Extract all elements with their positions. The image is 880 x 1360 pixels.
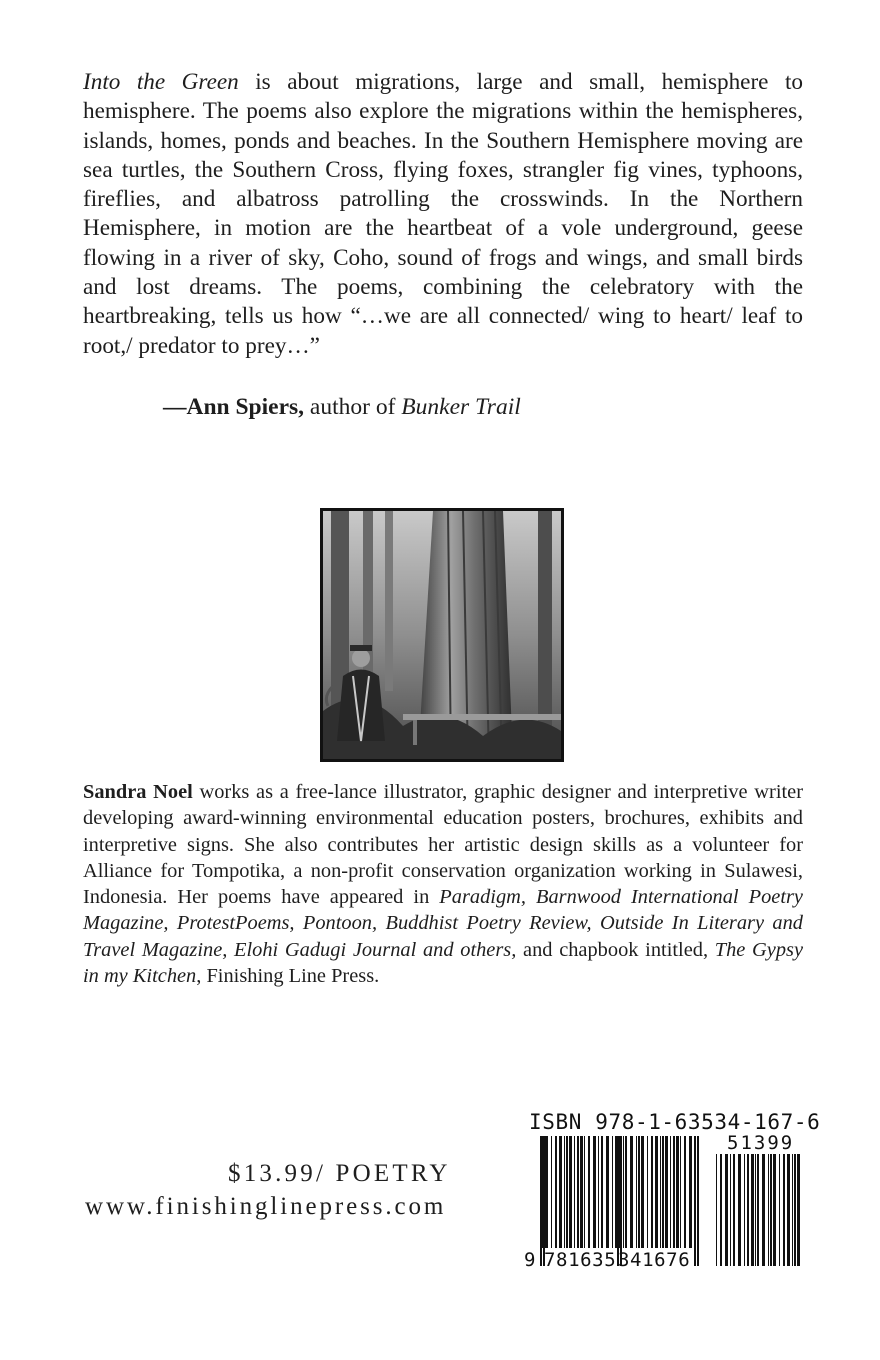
barcode-bar <box>593 1136 596 1248</box>
bio-text-2: and chapbook intitled, <box>516 938 715 961</box>
barcode-bar <box>577 1136 579 1248</box>
barcode-guard-bar <box>620 1136 622 1266</box>
barcode-bar <box>738 1154 741 1266</box>
barcode-bar <box>566 1136 568 1248</box>
barcode-guard-bar <box>617 1136 619 1266</box>
bio-text-3: , Finishing Line Press. <box>196 965 380 988</box>
barcode-bar <box>651 1136 653 1248</box>
barcode-bar <box>676 1136 679 1248</box>
barcode-bar <box>779 1154 780 1266</box>
bio-chapbook: The Gypsy in my Kitchen <box>83 938 804 988</box>
barcode-bar <box>755 1154 756 1266</box>
barcode-bar <box>630 1136 633 1248</box>
barcode-bar <box>580 1136 583 1248</box>
barcode-bar <box>647 1136 648 1248</box>
barcode-bar <box>725 1154 728 1266</box>
barcode-bar <box>598 1136 599 1248</box>
barcode-bar <box>636 1136 637 1248</box>
barcode-bar <box>716 1154 717 1266</box>
barcode-bar <box>794 1154 796 1266</box>
barcode-bar <box>551 1136 552 1248</box>
barcode-bar <box>762 1154 765 1266</box>
barcode-bar <box>606 1136 609 1248</box>
author-photo-image <box>323 511 561 759</box>
blurb-attribution <box>163 392 521 422</box>
author-bio <box>83 779 803 989</box>
barcode-bar <box>747 1154 749 1266</box>
barcode-bar <box>720 1154 722 1266</box>
barcode-bar <box>730 1154 731 1266</box>
barcode-bar <box>751 1154 754 1266</box>
barcode-bar <box>662 1136 664 1248</box>
barcode-bar <box>797 1154 800 1266</box>
isbn-label: ISBN 978-1-63534-167-6 <box>529 1110 821 1134</box>
attribution-book: Bunker Trail <box>401 394 521 420</box>
barcode-bar <box>684 1136 686 1248</box>
barcode-bar <box>574 1136 575 1248</box>
author-photo <box>320 508 564 762</box>
blurb-text: is about migrations, large and small, hemisphere to hemisphere. The poems also explore the migrations within the hemispheres, islands, homes, ponds and beaches. In the Southern Hemisphere moving are sea turtles, the Southern Cross, flying foxes, strangler fig vines, typhoons, fireflies, and albatross patrolling the crosswinds. In the Northern Hemisphere, in motion are the heartbeat of a vole underground, geese flowing in a river of sky, Coho, sound of frogs and wings, and small birds and lost dreams. The poems, combining the celebratory with the heartbreaking, tells us how “…we are all connected/ wing to heart/ leaf to root,/ predator to prey…” <box>83 69 803 359</box>
barcode-bar <box>559 1136 562 1248</box>
barcode-bar <box>670 1136 671 1248</box>
barcode-bar <box>638 1136 640 1248</box>
barcode-bar <box>612 1136 613 1248</box>
isbn-barcode <box>516 1106 821 1276</box>
ean-left-group: 781635 <box>544 1249 617 1271</box>
barcode-bar <box>584 1136 585 1248</box>
barcode-bar <box>569 1136 572 1248</box>
barcode-bar <box>783 1154 785 1266</box>
barcode-bar <box>655 1136 658 1248</box>
ean-first-digit: 9 <box>524 1249 536 1271</box>
barcode-bar <box>615 1136 617 1248</box>
publisher-website: www.finishinglinepress.com <box>85 1193 447 1220</box>
barcode-bar <box>680 1136 681 1248</box>
barcode-addon-digits: 51399 <box>727 1132 795 1154</box>
attribution-text: author of <box>304 394 402 420</box>
barcode-bar <box>601 1136 603 1248</box>
barcode-bar <box>564 1136 565 1248</box>
barcode-bar <box>733 1154 735 1266</box>
bio-text: works as a free-lance illustrator, graphic designer and interpretive writer developing award-winning environmental education posters, brochures, exhibits and interpretive signs. She also contributes her artistic design skills as a volunteer for Alliance for Tompotika, a non-profit conservation organization working in Sulawesi, Indonesia. Her poems have appeared in <box>83 781 803 909</box>
price-genre: $13.99/ POETRY <box>228 1160 451 1187</box>
barcode-bar <box>792 1154 793 1266</box>
attribution-name: —Ann Spiers, <box>163 394 305 420</box>
bio-publications: Paradigm, Barnwood International Poetry Magazine, ProtestPoems, Pontoon, Buddhist Poetry Review, Outside In Literary and Travel Magazine, Elohi Gadugi Journal and others, <box>83 886 803 961</box>
barcode-bar <box>625 1136 627 1248</box>
barcode-bar <box>641 1136 644 1248</box>
barcode-bar <box>770 1154 772 1266</box>
book-title: Into the Green <box>83 69 239 95</box>
barcode-bar <box>588 1136 590 1248</box>
barcode-bar <box>545 1136 548 1248</box>
barcode-guard-bar <box>540 1136 542 1266</box>
barcode-bar <box>744 1154 745 1266</box>
barcode-bar <box>555 1136 557 1248</box>
barcode-bar <box>665 1136 668 1248</box>
barcode-bar <box>623 1136 624 1248</box>
barcode-bar <box>689 1136 692 1248</box>
barcode-bar <box>787 1154 790 1266</box>
barcode-bar <box>673 1136 675 1248</box>
barcode-guard-bar <box>697 1136 699 1266</box>
author-name: Sandra Noel <box>83 781 193 803</box>
barcode-bar <box>660 1136 661 1248</box>
barcode-guard-bar <box>543 1136 545 1266</box>
barcode-guard-bar <box>694 1136 696 1266</box>
barcode-bar <box>757 1154 759 1266</box>
ean-right-group: 341676 <box>618 1249 691 1271</box>
barcode-bar <box>768 1154 769 1266</box>
barcode-bar <box>773 1154 776 1266</box>
blurb-paragraph <box>83 68 803 361</box>
